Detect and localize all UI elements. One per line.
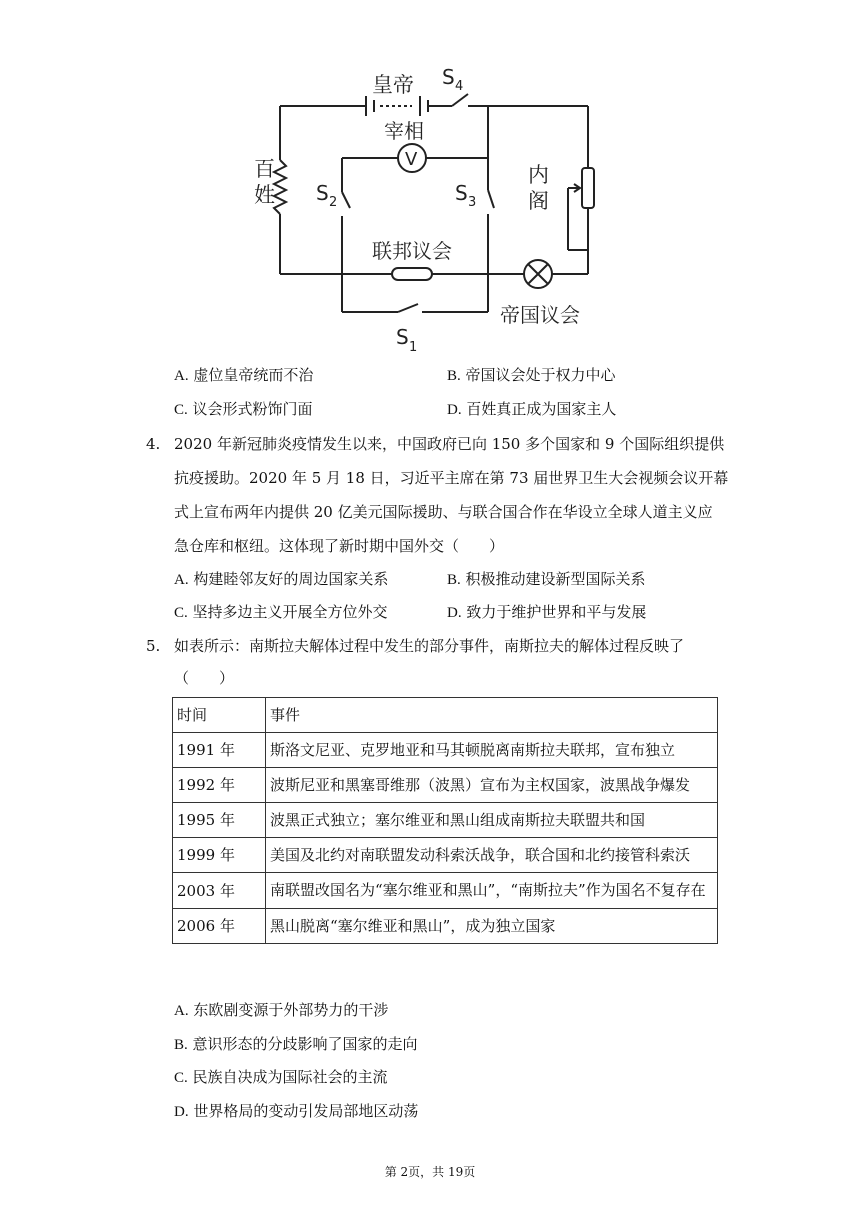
table-cell-event: 斯洛文尼亚、克罗地亚和马其顿脱离南斯拉夫联邦，宣布独立 [266, 733, 718, 768]
table-cell-event: 南联盟改国名为“塞尔维亚和黑山”，“南斯拉夫”作为国名不复存在 [266, 873, 718, 909]
option-letter: B. [174, 1037, 188, 1053]
option-text: 世界格局的变动引发局部地区动荡 [193, 1102, 419, 1120]
table-cell-year: 2006 年 [173, 909, 266, 944]
option-text: 帝国议会处于权力中心 [465, 366, 616, 384]
table-cell-year: 1995 年 [173, 803, 266, 838]
q3-option-a [174, 368, 313, 384]
option-text: 虚位皇帝统而不治 [193, 366, 314, 384]
table-row [173, 838, 718, 873]
table-row [173, 803, 718, 838]
q5-stem-line: （ ） [174, 669, 235, 687]
table-cell-year: 2003 年 [173, 873, 266, 909]
option-text: 致力于维护世界和平与发展 [466, 603, 647, 621]
option-text: 构建睦邻友好的周边国家关系 [193, 570, 389, 588]
table-row [173, 909, 718, 944]
table-row [173, 873, 718, 909]
option-text: 百姓真正成为国家主人 [466, 400, 617, 418]
option-letter: B. [447, 572, 461, 588]
q4-option-c [174, 605, 388, 621]
option-letter: D. [174, 1104, 189, 1120]
q5-stem-line: 如表所示：南斯拉夫解体过程中发生的部分事件，南斯拉夫的解体过程反映了 [174, 637, 685, 655]
q5-number: 5. [146, 637, 161, 655]
voltmeter-label: V [405, 149, 418, 170]
q4-stem-line: 抗疫援助。2020 年 5 月 18 日，习近平主席在第 73 届世界卫生大会视频会议开幕 [174, 469, 729, 487]
option-text: 民族自决成为国际社会的主流 [192, 1068, 388, 1086]
emperor-label: 皇帝 [372, 73, 414, 97]
q4-option-a [174, 572, 388, 588]
q5-option-b [174, 1037, 418, 1053]
option-text: 积极推动建设新型国际关系 [465, 570, 646, 588]
q4-option-b [447, 572, 646, 588]
s3-label: S [455, 181, 468, 205]
table-cell-year: 1991 年 [173, 733, 266, 768]
table-cell-event: 美国及北约对南联盟发动科索沃战争，联合国和北约接管科索沃 [266, 838, 718, 873]
table-cell-event: 波黑正式独立；塞尔维亚和黑山组成南斯拉夫联盟共和国 [266, 803, 718, 838]
table-header-cell: 事件 [266, 698, 718, 733]
circuit-diagram [254, 64, 592, 355]
imperial-parliament-label: 帝国议会 [500, 303, 580, 327]
q3-option-d [447, 402, 616, 418]
q4-stem-line: 2020 年新冠肺炎疫情发生以来，中国政府已向 150 多个国家和 9 个国际组织提供 [174, 435, 725, 453]
q5-option-a [174, 1003, 388, 1019]
table-header-row [173, 698, 718, 733]
cabinet-label-2: 阁 [528, 189, 549, 213]
q5-option-d [174, 1104, 418, 1120]
page-footer: 第 2页，共 19页 [384, 1165, 476, 1179]
option-letter: A. [174, 1003, 189, 1019]
option-text: 意识形态的分歧影响了国家的走向 [192, 1035, 418, 1053]
q4-number: 4. [146, 435, 161, 453]
table-header-cell: 时间 [173, 698, 266, 733]
table-cell-year: 1999 年 [173, 838, 266, 873]
s3-subscript: 3 [468, 195, 477, 210]
s1-label: S [396, 325, 409, 349]
s2-label: S [316, 181, 329, 205]
federal-parliament-label: 联邦议会 [372, 239, 452, 263]
cabinet-label-1: 内 [528, 163, 549, 187]
events-table [172, 697, 718, 944]
s1-subscript: 1 [409, 340, 418, 355]
table-cell-event: 黑山脱离“塞尔维亚和黑山”，成为独立国家 [266, 909, 718, 944]
table-cell-event: 波斯尼亚和黑塞哥维那（波黑）宣布为主权国家，波黑战争爆发 [266, 768, 718, 803]
option-letter: C. [174, 402, 188, 418]
option-text: 议会形式粉饰门面 [192, 400, 313, 418]
option-letter: A. [174, 572, 189, 588]
people-label-1: 百 [254, 157, 275, 181]
table-row [173, 733, 718, 768]
option-text: 坚持多边主义开展全方位外交 [192, 603, 388, 621]
q4-stem-line: 式上宣布两年内提供 20 亿美元国际援助、与联合国合作在华设立全球人道主义应 [174, 503, 713, 521]
q3-option-c [174, 402, 313, 418]
option-letter: D. [447, 605, 462, 621]
people-label-2: 姓 [254, 183, 275, 207]
option-letter: A. [174, 368, 189, 384]
chancellor-label: 宰相 [384, 119, 424, 143]
option-letter: B. [447, 368, 461, 384]
table-cell-year: 1992 年 [173, 768, 266, 803]
option-letter: D. [447, 402, 462, 418]
q5-option-c [174, 1070, 388, 1086]
q4-stem-line: 急仓库和枢纽。这体现了新时期中国外交（ ） [174, 537, 505, 555]
option-text: 东欧剧变源于外部势力的干涉 [193, 1001, 389, 1019]
q4-option-d [447, 605, 646, 621]
s2-subscript: 2 [329, 195, 338, 210]
s4-subscript: 4 [455, 79, 464, 94]
option-letter: C. [174, 1070, 188, 1086]
table-row [173, 768, 718, 803]
option-letter: C. [174, 605, 188, 621]
q3-option-b [447, 368, 616, 384]
s4-label: S [442, 65, 455, 89]
